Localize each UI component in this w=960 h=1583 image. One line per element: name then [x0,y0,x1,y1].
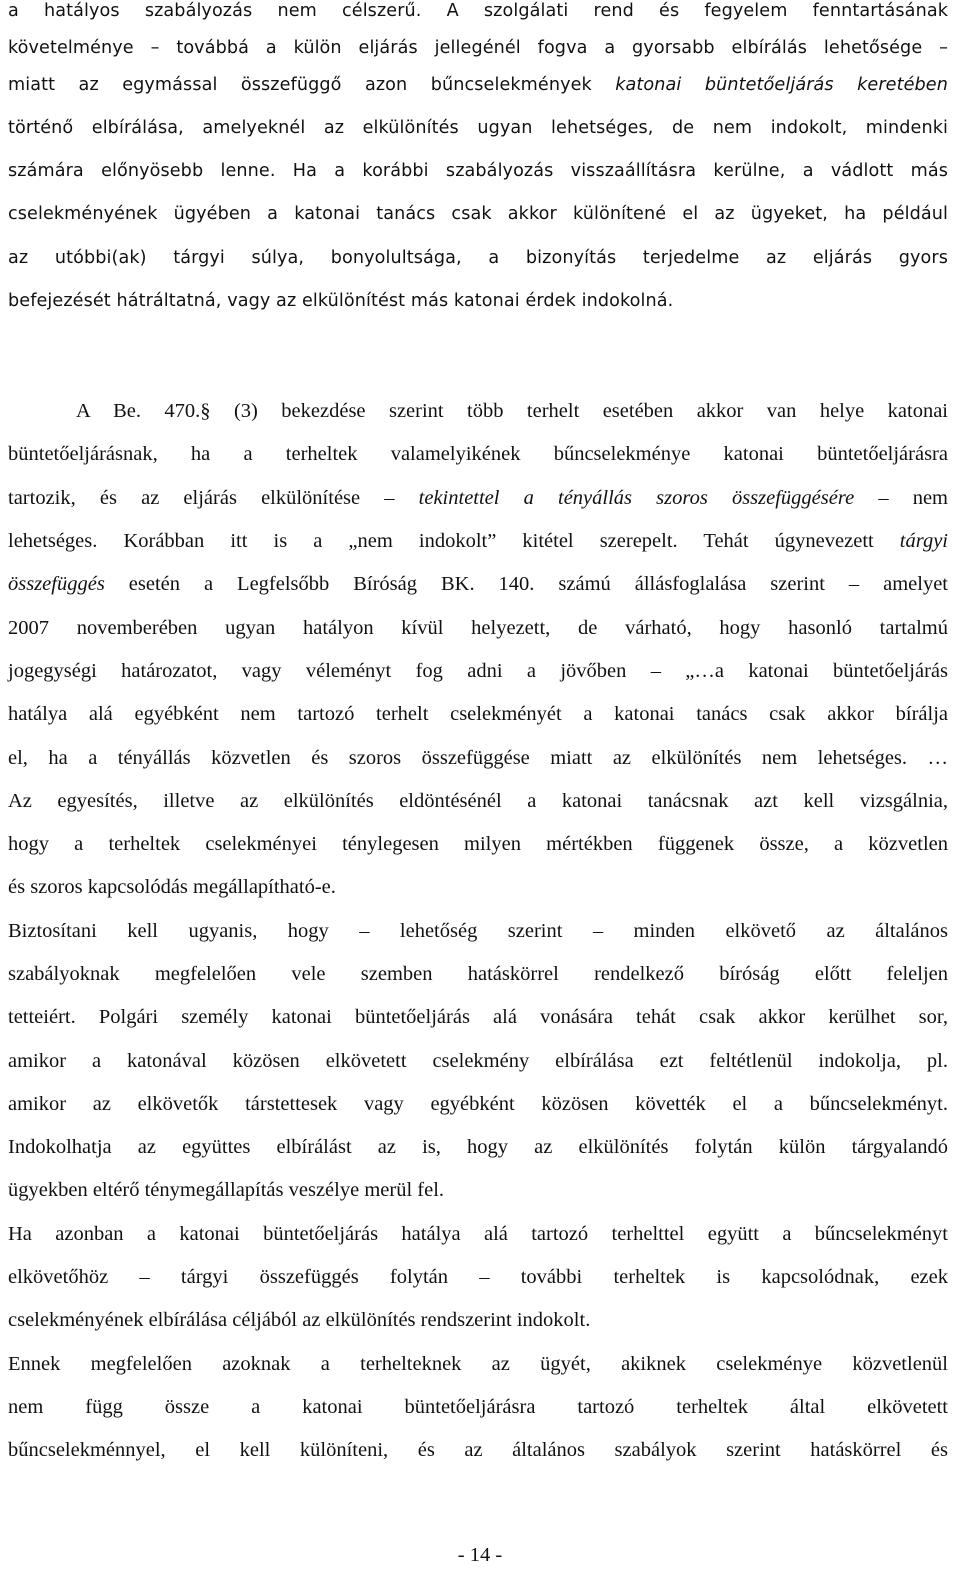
text-line [8,569,948,599]
text-line: Ennek megfelelően azoknak a terhelteknek az ügyét, akiknek cselekménye közvetlenül [8,1353,948,1375]
text-line [8,483,948,513]
text-span: lehetséges. Korábban itt is a „nem indokolt” kitétel szerepelt. Tehát úgynevezett [8,530,900,552]
text-line: bűncselekménnyel, el kell különíteni, és az általános szabályok szerint hatáskörrel és [8,1439,948,1461]
text-span: – nem [854,487,948,509]
text-line: amikor az elkövetők társtettesek vagy egyébként közösen követték el a bűncselekményt. [8,1093,948,1115]
text-line: az utóbbi(ak) tárgyi súlya, bonyolultsága, a bizonyítás terjedelme az eljárás gyors [8,248,948,268]
text-line: jogegységi határozatot, vagy véleményt fog adni a jövőben – „…a katonai büntetőeljárás [8,660,948,682]
text-line: ügyekben eltérő ténymegállapítás veszélye merül fel. [8,1179,445,1201]
italic-phrase: összefüggés [8,573,105,595]
text-line: és szoros kapcsolódás megállapítható-e. [8,876,336,898]
text-line: Indokolhatja az együttes elbírálást az is, hogy az elkülönítés folytán külön tárgyalandó [8,1136,948,1158]
text-line: történő elbírálása, amelyeknél az elkülönítés ugyan lehetséges, de nem indokolt, mindenki [8,118,948,138]
text-line: A Be. 470.§ (3) bekezdése szerint több terhelt esetében akkor van helye katonai [76,400,948,422]
text-line: hogy a terheltek cselekményei ténylegesen milyen mértékben függenek össze, a közvetlen [8,833,948,855]
text-line: elkövetőhöz – tárgyi összefüggés folytán – további terheltek is kapcsolódnak, ezek [8,1266,948,1288]
text-line: a hatályos szabályozás nem célszerű. A szolgálati rend és fegyelem fenntartásának [8,1,948,21]
text-span: esetén a Legfelsőbb Bíróság BK. 140. számú állásfoglalása szerint – amelyet [104,573,948,595]
text-line: követelménye – továbbá a külön eljárás jellegénél fogva a gyorsabb elbírálás lehetősége – [8,38,948,58]
text-line: 2007 novemberében ugyan hatályon kívül helyezett, de várható, hogy hasonló tartalmú [8,617,948,639]
italic-phrase: tárgyi [899,530,948,552]
text-span: miatt az egymással összefüggő azon bűncselekmények [8,75,616,95]
text-line: számára előnyösebb lenne. Ha a korábbi szabályozás visszaállításra kerülne, a vádlott más [8,161,948,181]
page-number: - 14 - [457,1544,503,1566]
text-line: Biztosítani kell ugyanis, hogy – lehetőség szerint – minden elkövető az általános [8,920,948,942]
text-line: nem függ össze a katonai büntetőeljárásra tartozó terheltek által elkövetett [8,1396,948,1418]
text-line: szabályoknak megfelelően vele szemben hatáskörrel rendelkező bíróság előtt feleljen [8,963,948,985]
text-line: hatálya alá egyébként nem tartozó terhelt cselekményét a katonai tanács csak akkor bírálja [8,703,948,725]
text-line: befejezését hátráltatná, vagy az elkülönítést más katonai érdek indokolná. [8,291,674,311]
text-span: tartozik, és az eljárás elkülönítése – [8,487,419,509]
text-line: Ha azonban a katonai büntetőeljárás hatálya alá tartozó terhelttel együtt a bűncselekményt [8,1223,948,1245]
text-line [8,70,948,100]
text-line: el, ha a tényállás közvetlen és szoros összefüggése miatt az elkülönítés nem lehetséges. … [8,747,948,769]
text-line [8,526,948,556]
text-line: büntetőeljárásnak, ha a terheltek valamelyikének bűncselekménye katonai büntetőeljárásra [8,443,948,465]
text-line: Az egyesítés, illetve az elkülönítés eldöntésénél a katonai tanácsnak azt kell vizsgálnia, [8,790,948,812]
text-line: amikor a katonával közösen elkövetett cselekmény elbírálása ezt feltétlenül indokolja, pl. [8,1050,948,1072]
italic-phrase: katonai büntetőeljárás keretében [615,75,948,95]
italic-phrase: tekintettel a tényállás szoros összefüggésére [418,487,855,509]
text-line: cselekményének ügyében a katonai tanács csak akkor különítené el az ügyeket, ha például [8,204,948,224]
text-line: tetteiért. Polgári személy katonai büntetőeljárás alá vonására tehát csak akkor kerülhet sor, [8,1006,948,1028]
text-line: cselekményének elbírálása céljából az elkülönítés rendszerint indokolt. [8,1309,591,1331]
